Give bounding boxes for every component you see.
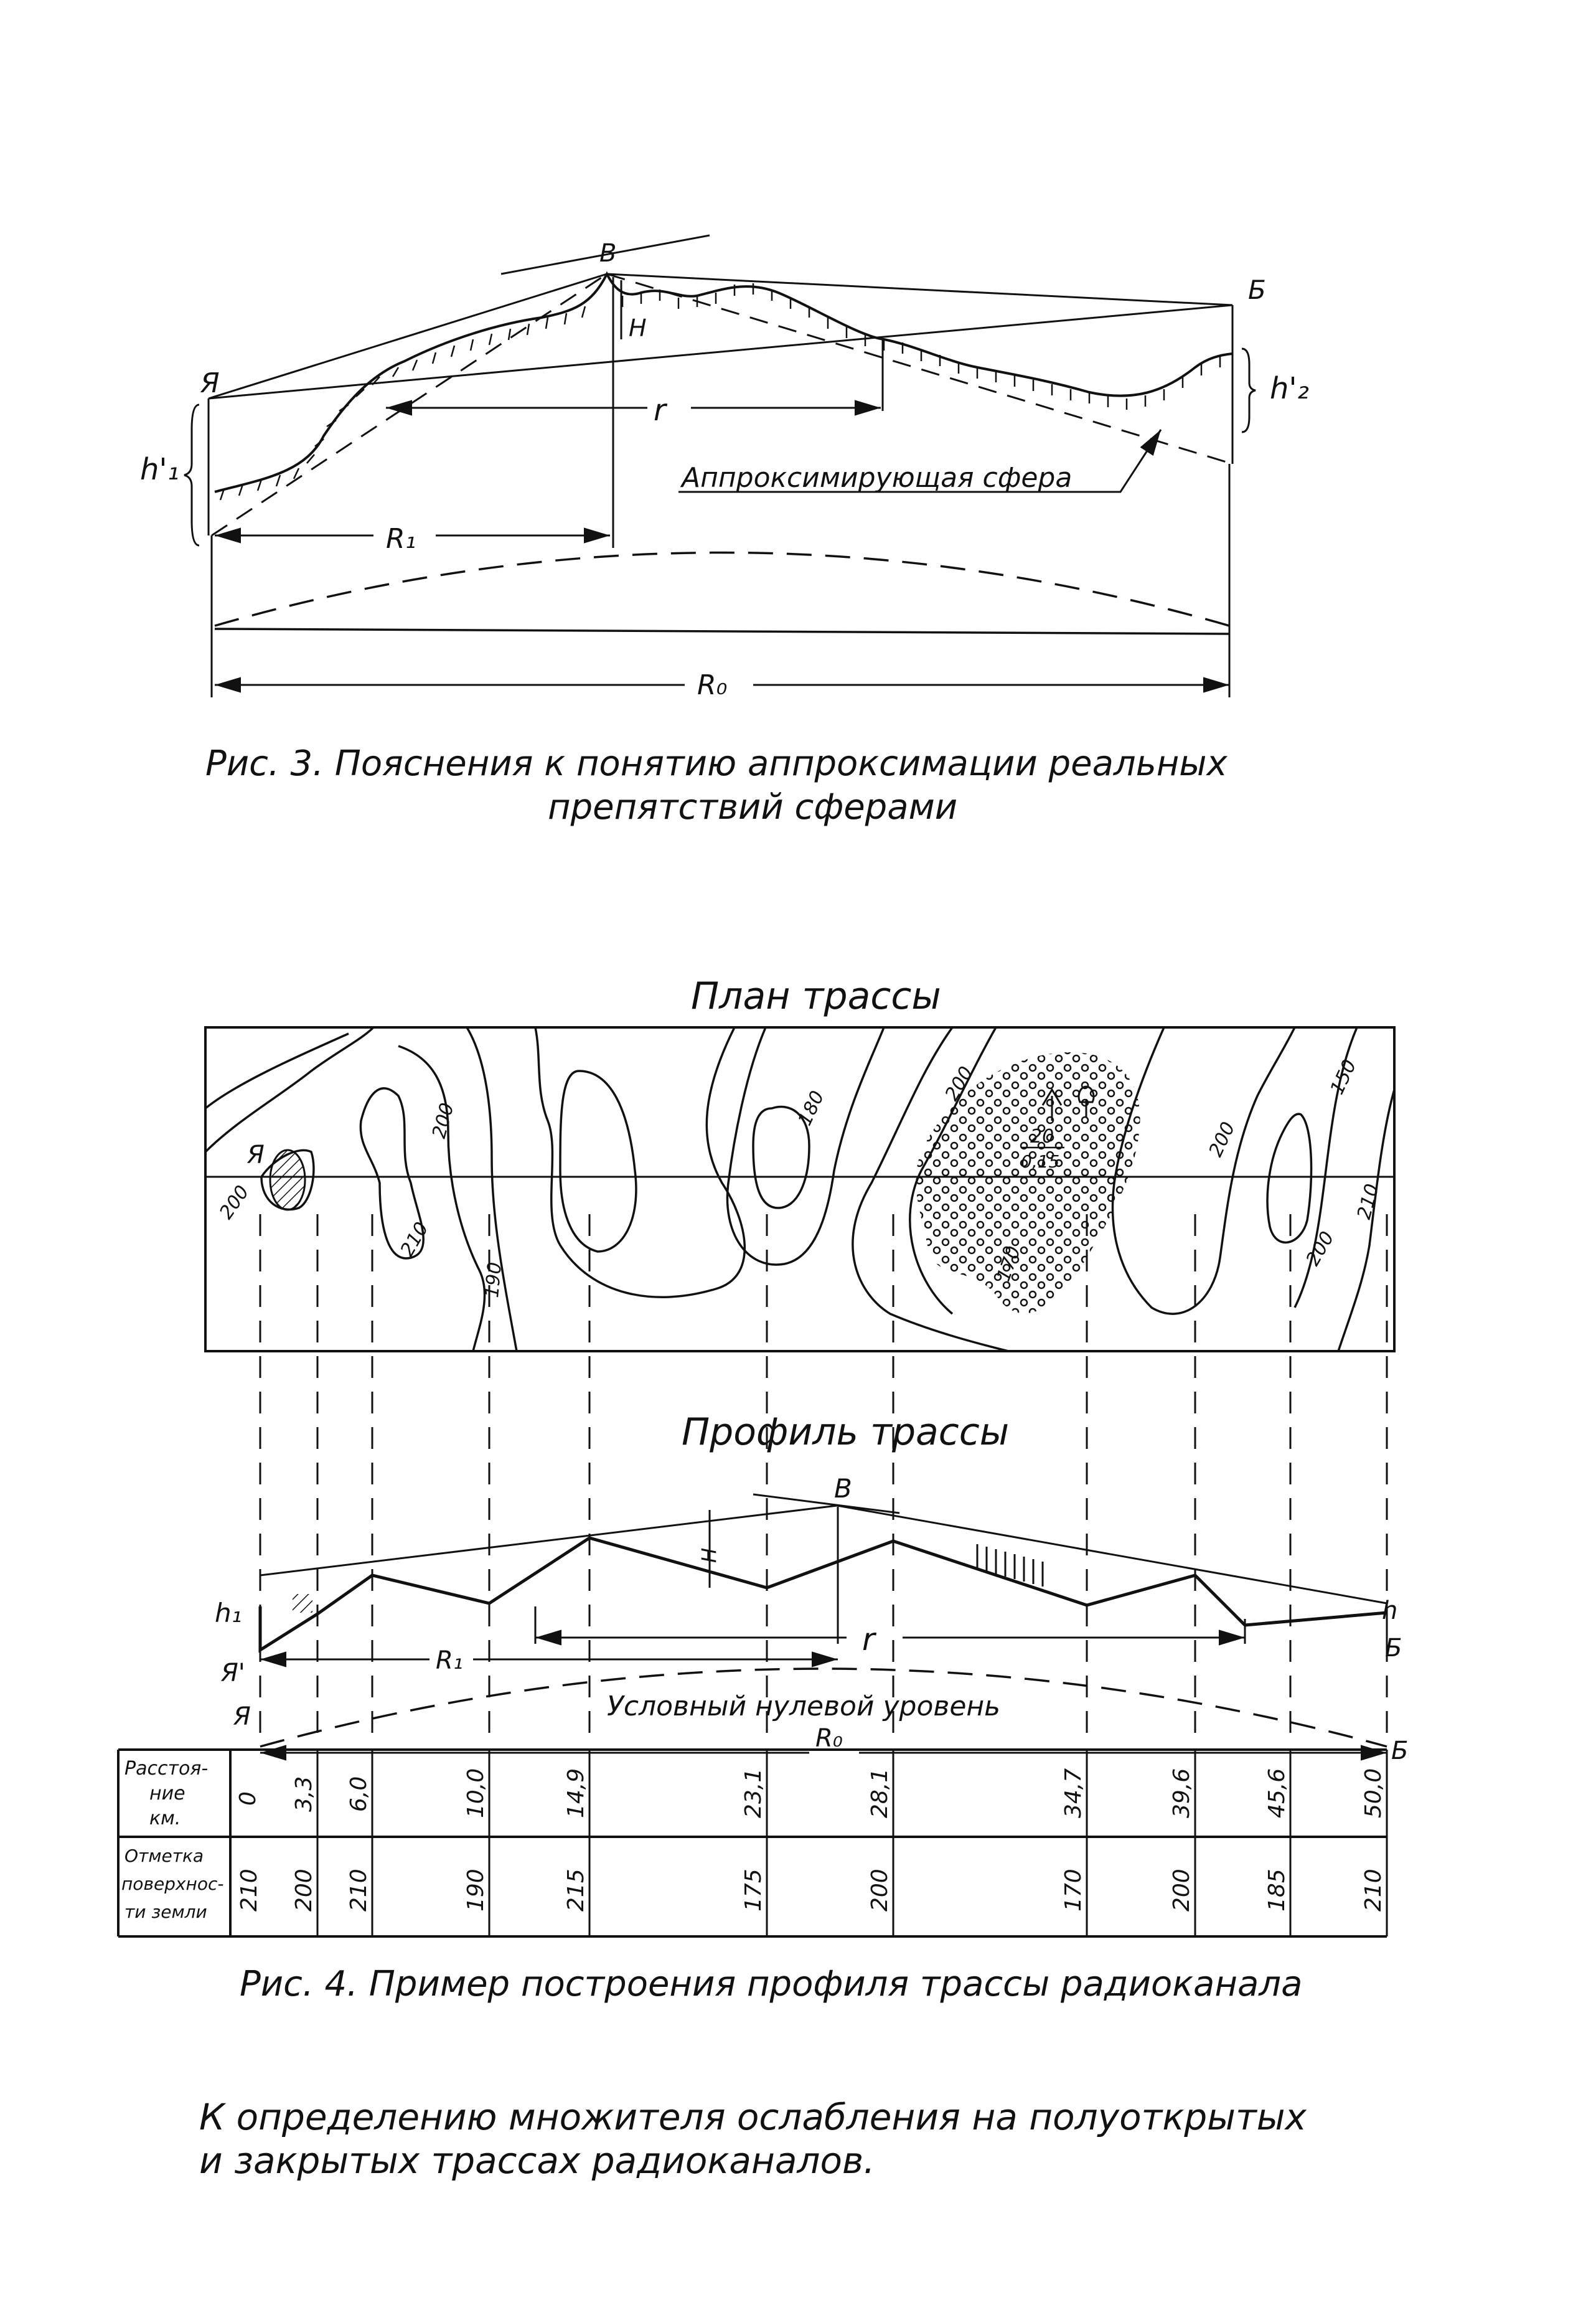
distance-values (235, 1768, 1386, 1818)
projection-lines (260, 1214, 1387, 1743)
plan-contour-200e: 200 (1302, 1227, 1339, 1270)
profile-label-b2: Б (1391, 1737, 1409, 1765)
distance-cell: 0 (235, 1791, 261, 1806)
profile-label-a: Я (233, 1702, 251, 1731)
fig3-label-h: H (629, 314, 647, 342)
profile-label-b-prime: Б (1385, 1634, 1402, 1662)
point-a-marker (270, 1150, 305, 1210)
plan-contour-180: 180 (794, 1087, 829, 1129)
table-row2-header-a: Отметка (124, 1846, 204, 1866)
profile-label-h2: h (1382, 1596, 1398, 1625)
plan-contour-150: 150 (1326, 1056, 1361, 1098)
plan-label-a: Я (247, 1141, 265, 1169)
fig3-label-b: Б (1248, 275, 1266, 305)
elevation-cell: 190 (463, 1869, 489, 1912)
figure-4-profile (215, 1410, 1408, 1765)
profile-label-h1: h₁ (215, 1598, 242, 1628)
elevation-cell: 210 (237, 1869, 262, 1912)
plan-contour-200d: 200 (1204, 1118, 1240, 1161)
profile-label-r1: R₁ (436, 1646, 463, 1675)
fig3-label-r1: R₁ (386, 523, 416, 555)
fig3-caption-line2: препятствий сферами (548, 787, 958, 828)
elevation-cell: 200 (1169, 1869, 1195, 1912)
footer-line2: и закрытых трассах радиоканалов. (199, 2139, 875, 2182)
elevation-cell: 175 (741, 1869, 766, 1912)
plan-contour-200a: 200 (215, 1181, 254, 1224)
elevation-values (237, 1869, 1386, 1912)
distance-cell: 50,0 (1361, 1768, 1386, 1818)
elevation-cell: 170 (1061, 1869, 1086, 1912)
elevation-cell: 200 (291, 1869, 317, 1912)
figure-3 (140, 235, 1309, 828)
fig3-label-h2: h'₂ (1270, 371, 1309, 406)
profile-label-r0: R₀ (815, 1724, 843, 1753)
terrain-profile (215, 274, 1232, 492)
elevation-cell: 185 (1264, 1869, 1290, 1912)
profile-label-b: В (834, 1473, 852, 1504)
profile-label-h: H (697, 1547, 721, 1563)
distance-cell: 23,1 (741, 1768, 766, 1818)
fig3-label-sphere: Аппроксимирующая сфера (682, 462, 1073, 494)
table-row1-header-a: Расстоя- (124, 1758, 209, 1780)
table-row2-header-c: ти земли (124, 1902, 207, 1922)
plan-contour-200b: 200 (428, 1100, 459, 1141)
footer-line1: К определению множителя ослабления на полуоткрытых (199, 2096, 1307, 2138)
distance-cell: 28,1 (867, 1768, 893, 1818)
plan-contour-015: 0,15 (1021, 1151, 1060, 1172)
fig3-label-h1: h'₁ (140, 452, 179, 487)
distance-cell: 6,0 (346, 1776, 372, 1812)
table-row1-header-b: ние (149, 1783, 185, 1804)
plan-contour-190: 190 (481, 1261, 506, 1299)
plan-contour-170: 170 (992, 1243, 1026, 1285)
distance-cell: 14,9 (563, 1768, 589, 1818)
plan-contour-20: 20 (1030, 1126, 1054, 1148)
plan-title: План трассы (691, 974, 941, 1018)
table-row2-header-b: поверхнос- (121, 1874, 224, 1894)
plan-contour-200c: 200 (941, 1062, 978, 1105)
fig3-label-v: В (599, 239, 617, 268)
profile-label-r: r (862, 1621, 875, 1657)
plan-contour-210b: 210 (1353, 1181, 1384, 1222)
elevation-cell: 215 (563, 1869, 589, 1912)
distance-cell: 45,6 (1264, 1768, 1290, 1818)
fig3-label-a: Я (200, 367, 220, 399)
distance-cell: 3,3 (291, 1776, 317, 1812)
fig4-caption: Рис. 4. Пример построения профиля трассы радиоканала (240, 1964, 1303, 2004)
elevation-cell: 210 (1361, 1869, 1386, 1912)
plan-frame (205, 1027, 1394, 1351)
profile-zero-level: Условный нулевой уровень (607, 1690, 1001, 1722)
profile-label-a-prime: Я' (221, 1659, 245, 1687)
profile-table (118, 1750, 1387, 1936)
figure-4-plan (205, 974, 1394, 1351)
fig3-label-r: r (654, 393, 666, 428)
profile-title: Профиль трассы (682, 1410, 1010, 1454)
table-row1-header-c: км. (149, 1808, 181, 1829)
distance-cell: 10,0 (463, 1768, 489, 1818)
distance-cell: 39,6 (1169, 1768, 1195, 1818)
plan-contour-210a: 210 (396, 1218, 433, 1260)
elevation-cell: 200 (867, 1869, 893, 1912)
elevation-cell: 210 (346, 1869, 372, 1912)
distance-cell: 34,7 (1061, 1768, 1086, 1818)
profile-hatch-left (293, 1594, 312, 1613)
fig3-label-r0: R₀ (697, 669, 728, 701)
fig3-caption-line1: Рис. 3. Пояснения к понятию аппроксимации реальных (205, 743, 1228, 784)
